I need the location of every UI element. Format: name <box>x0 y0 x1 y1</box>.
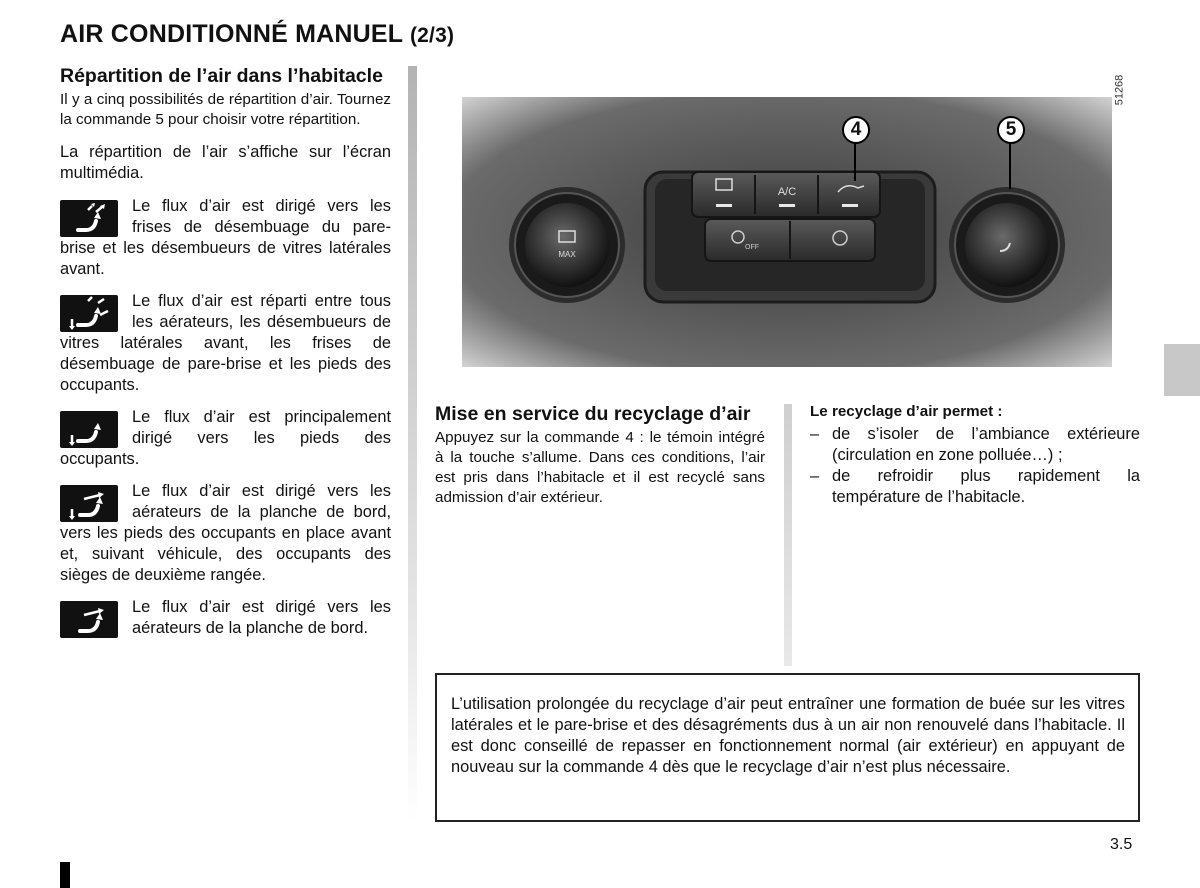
mode-text: Le flux d’air est principalement dirigé vers les pieds des occupants. <box>60 408 391 468</box>
chapter-tab <box>1164 344 1200 396</box>
dashboard-airflow-icon <box>60 601 118 638</box>
page-corner-mark <box>60 862 70 888</box>
air-distribution-display-note: La répartition de l’air s’affiche sur l’écran multimédia. <box>60 143 391 182</box>
figure-reference-number: 51268 <box>1113 74 1126 106</box>
feet-airflow-icon <box>60 411 118 448</box>
mode-text: Le flux d’air est dirigé vers les frises de désembuage du pare-brise et les désembueurs de vitres latérales avant. <box>60 197 391 278</box>
mode-item-windscreen <box>60 196 391 280</box>
recycling-section <box>435 402 765 508</box>
mode-text: Le flux d’air est dirigé vers les aérateurs de la planche de bord. <box>132 598 391 637</box>
ac-button-label: A/C <box>777 186 797 198</box>
recycling-heading: Mise en service du recyclage d’air <box>435 403 751 425</box>
warning-box <box>435 673 1140 822</box>
figure-reference <box>1113 70 1138 118</box>
mode-item-dashboard <box>60 597 391 639</box>
fan-off-label: OFF <box>745 244 759 251</box>
air-distribution-heading: Répartition de l’air dans l’habitacle <box>60 65 383 87</box>
recycling-benefits <box>810 402 1140 508</box>
column-divider <box>784 404 792 666</box>
mode-item-feet <box>60 407 391 470</box>
page-title <box>60 20 454 49</box>
page-title-suffix: (2/3) <box>409 24 455 47</box>
list-item: – de refroidir plus rapidement la température de l’habitacle. <box>810 466 1140 508</box>
list-item: – de s’isoler de l’ambiance extérieure (circulation en zone polluée…) ; <box>810 424 1140 466</box>
windscreen-side-demist-airflow-icon <box>60 200 118 237</box>
mode-item-dashboard-feet <box>60 481 391 586</box>
mode-text: Le flux d’air est réparti entre tous les aérateurs, les désembueurs de vitres latérales avant, les frises de désembuage de pare-brise et les pieds des occupants. <box>60 292 391 394</box>
recycling-body: Appuyez sur la commande 4 : le témoin intégré à la touche s’allume. Dans ces conditions, l’air est pris dans l’habitacle et il est recyclé sans admission d’air extérieur. <box>435 429 765 506</box>
dashboard-feet-airflow-icon <box>60 485 118 522</box>
air-distribution-intro: Il y a cinq possibilités de répartition d’air. Tournez la commande 5 pour choisir votre répartition. <box>60 91 391 128</box>
page-title-text: AIR CONDITIONNÉ MANUEL <box>60 20 403 48</box>
air-distribution-section <box>60 64 391 650</box>
callout-5: 5 <box>997 116 1025 144</box>
page-number: 3.5 <box>1110 836 1133 853</box>
warning-text: L’utilisation prolongée du recyclage d’air peut entraîner une formation de buée sur les vitres latérales et le pare-brise et des désagréments dus à un air non renouvelé dans l’habitacle. Il est donc conseillé de repasser en fonctionnement normal (air extérieur) en appuyant de nouveau sur la commande 4 dès que le recyclage d’air n’est plus nécessaire. <box>451 695 1125 776</box>
all-vents-airflow-icon <box>60 295 118 332</box>
recycling-benefits-list <box>810 424 1140 508</box>
callout-4: 4 <box>842 116 870 144</box>
mode-text: Le flux d’air est dirigé vers les aérateurs de la planche de bord, vers les pieds des occupants en place avant et, suivant véhicule, des occupants des sièges de deuxième rangée. <box>60 482 391 584</box>
mode-item-all-vents <box>60 291 391 396</box>
recycling-benefits-lead: Le recyclage d’air permet : <box>810 403 1003 420</box>
column-divider <box>408 66 417 822</box>
max-defrost-label: MAX <box>558 250 576 259</box>
